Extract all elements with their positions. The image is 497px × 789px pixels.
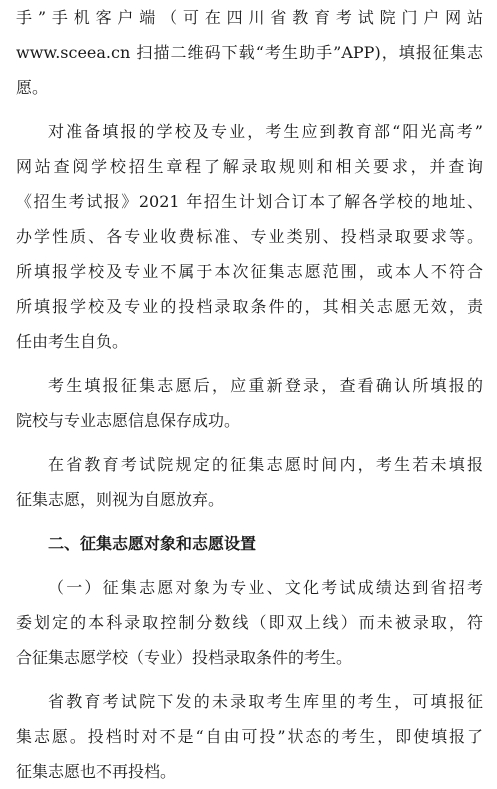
text-line: 所填报学校及专业的投档录取条件的，其相关志愿无效，责 [16,297,483,316]
text-line: 任由考生自负。 [16,332,129,351]
text-line: 委划定的本科录取控制分数线（即双上线）而未被录取，符 [16,613,483,632]
paragraph-start-line: 省教育考试院下发的未录取考生库里的考生，可填报征 [48,692,483,711]
paragraph-start-line: 对准备填报的学校及专业，考生应到教育部“阳光高考” [48,122,483,141]
text-line: www.sceea.cn 扫描二维码下载“考生助手”APP)，填报征集志 [16,43,483,62]
paragraph-start-line: 考生填报征集志愿后，应重新登录，查看确认所填报的 [48,376,483,395]
text-line: 网站查阅学校招生章程了解录取规则和相关要求，并查询 [16,157,483,176]
text-line: 所填报学校及专业不属于本次征集志愿范围，或本人不符合 [16,262,483,281]
text-line: 集志愿。投档时对不是“自由可投”状态的考生，即使填报了 [16,727,483,746]
paragraph-start-line: （一）征集志愿对象为专业、文化考试成绩达到省招考 [48,578,483,597]
section-heading: 二、征集志愿对象和志愿设置 [48,534,257,553]
paragraph-start-line: 在省教育考试院规定的征集志愿时间内，考生若未填报 [48,455,483,474]
text-line: 征集志愿也不再投档。 [16,762,177,781]
text-line: 合征集志愿学校（专业）投档录取条件的考生。 [16,648,353,667]
text-line: 征集志愿，则视为自愿放弃。 [16,490,225,509]
text-line: 院校与专业志愿信息保存成功。 [16,411,241,430]
text-line: 办学性质、各专业收费标准、专业类别、投档录取要求等。 [16,227,483,246]
text-line: 手”手机客户端（可在四川省教育考试院门户网站 [16,8,483,27]
text-line: 愿。 [16,78,49,97]
text-line: 《招生考试报》2021 年招生计划合订本了解各学校的地址、 [16,192,483,211]
